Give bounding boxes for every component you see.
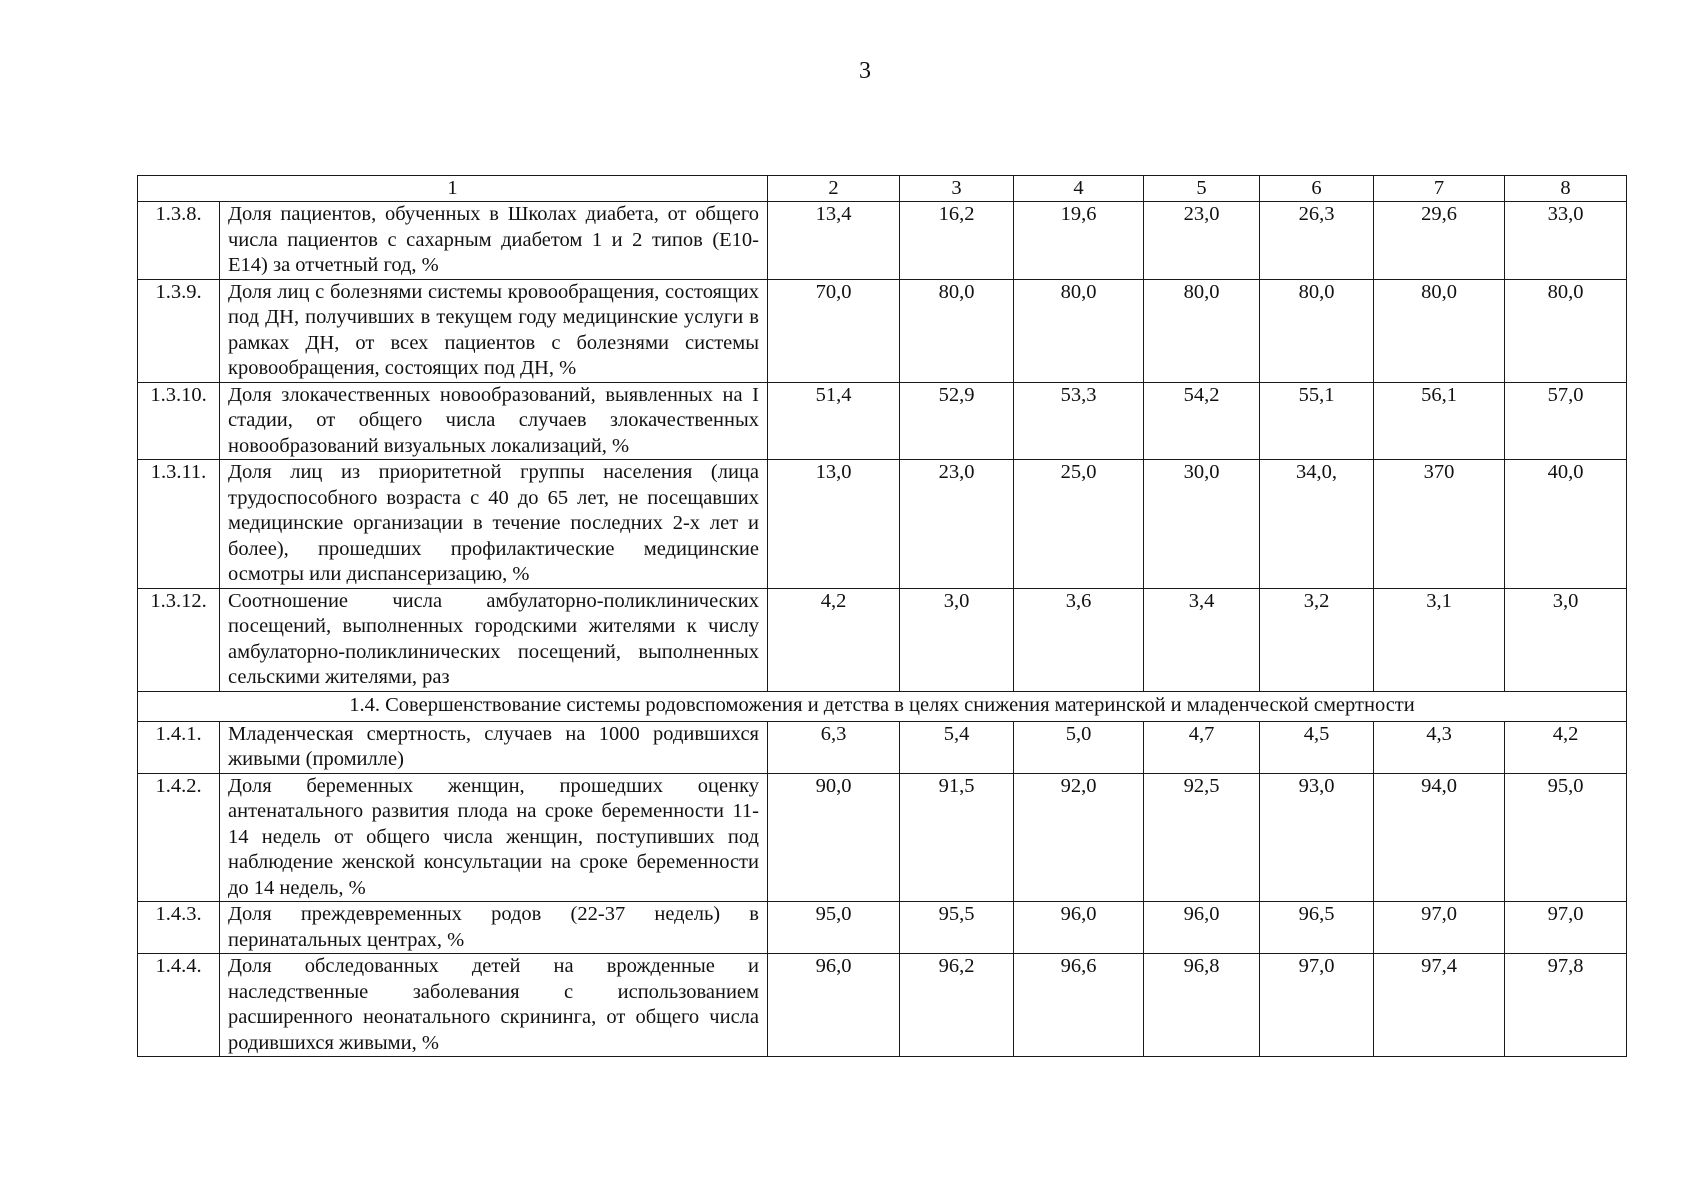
header-row [138,176,1627,202]
row-number: 1.4.4. [138,954,220,1057]
indicator-value: 29,6 [1374,202,1505,280]
column-header: 3 [900,176,1014,202]
indicator-value: 96,0 [1014,902,1144,954]
indicator-value: 96,6 [1014,954,1144,1057]
indicator-value: 97,4 [1374,954,1505,1057]
indicator-value: 3,6 [1014,588,1144,691]
table-row [138,588,1627,691]
indicator-value: 90,0 [768,773,900,902]
column-header: 2 [768,176,900,202]
row-number: 1.4.2. [138,773,220,902]
section-title: 1.4. Совершенствование системы родовспоможения и детства в целях снижения материнской и младенческой смертности [138,691,1627,721]
indicator-value: 96,0 [768,954,900,1057]
indicator-value: 4,2 [768,588,900,691]
indicator-value: 80,0 [1374,279,1505,382]
indicator-value: 4,5 [1260,721,1374,773]
indicator-value: 92,0 [1014,773,1144,902]
indicator-description: Доля преждевременных родов (22-37 недель) в перинатальных центрах, % [220,902,768,954]
table-row [138,954,1627,1057]
indicator-value: 23,0 [1144,202,1260,280]
indicator-value: 23,0 [900,460,1014,589]
indicator-value: 5,4 [900,721,1014,773]
indicator-value: 6,3 [768,721,900,773]
indicator-value: 94,0 [1374,773,1505,902]
indicator-value: 80,0 [900,279,1014,382]
indicator-value: 91,5 [900,773,1014,902]
indicator-value: 93,0 [1260,773,1374,902]
indicator-description: Доля пациентов, обученных в Школах диабета, от общего числа пациентов с сахарным диабетом 1 и 2 типов (Е10-Е14) за отчетный год, % [220,202,768,280]
indicator-value: 3,2 [1260,588,1374,691]
indicator-value: 97,0 [1505,902,1627,954]
column-header: 6 [1260,176,1374,202]
indicator-value: 95,5 [900,902,1014,954]
indicator-description: Младенческая смертность, случаев на 1000 родившихся живыми (промилле) [220,721,768,773]
indicator-value: 54,2 [1144,382,1260,460]
page-number: 3 [859,58,871,84]
indicator-value: 96,8 [1144,954,1260,1057]
table-row [138,460,1627,589]
indicator-value: 3,4 [1144,588,1260,691]
indicator-value: 34,0, [1260,460,1374,589]
indicator-value: 97,8 [1505,954,1627,1057]
indicator-value: 16,2 [900,202,1014,280]
row-number: 1.4.3. [138,902,220,954]
row-number: 1.4.1. [138,721,220,773]
indicator-value: 97,0 [1374,902,1505,954]
table-row [138,202,1627,280]
indicator-value: 57,0 [1505,382,1627,460]
indicator-value: 370 [1374,460,1505,589]
indicator-description: Доля лиц с болезнями системы кровообращения, состоящих под ДН, получивших в текущем году медицинские услуги в рамках ДН, от всех пациентов с болезнями системы кровообращения, состоящих под ДН, % [220,279,768,382]
row-number: 1.3.9. [138,279,220,382]
column-header: 7 [1374,176,1505,202]
indicator-value: 40,0 [1505,460,1627,589]
indicator-value: 97,0 [1260,954,1374,1057]
indicator-value: 80,0 [1505,279,1627,382]
indicator-description: Доля беременных женщин, прошедших оценку антенатального развития плода на сроке беременности 11-14 недель от общего числа женщин, поступивших под наблюдение женской консультации на сроке беременности до 14 недель, % [220,773,768,902]
indicator-value: 53,3 [1014,382,1144,460]
indicator-value: 96,0 [1144,902,1260,954]
indicator-value: 52,9 [900,382,1014,460]
indicator-value: 3,0 [900,588,1014,691]
column-header: 1 [138,176,768,202]
indicator-value: 26,3 [1260,202,1374,280]
indicator-value: 80,0 [1260,279,1374,382]
indicator-value: 92,5 [1144,773,1260,902]
indicator-value: 80,0 [1144,279,1260,382]
indicator-value: 80,0 [1014,279,1144,382]
indicator-value: 56,1 [1374,382,1505,460]
column-header: 8 [1505,176,1627,202]
table-row [138,773,1627,902]
indicator-description: Доля злокачественных новообразований, выявленных на I стадии, от общего числа случаев злокачественных новообразований визуальных локализаций, % [220,382,768,460]
row-number: 1.3.11. [138,460,220,589]
indicator-value: 96,2 [900,954,1014,1057]
column-header: 4 [1014,176,1144,202]
indicator-value: 70,0 [768,279,900,382]
indicator-value: 95,0 [768,902,900,954]
table-row [138,721,1627,773]
indicator-value: 95,0 [1505,773,1627,902]
indicator-value: 13,0 [768,460,900,589]
indicator-value: 3,0 [1505,588,1627,691]
indicator-value: 51,4 [768,382,900,460]
row-number: 1.3.12. [138,588,220,691]
indicator-value: 33,0 [1505,202,1627,280]
indicator-value: 25,0 [1014,460,1144,589]
table-row [138,279,1627,382]
table-row [138,902,1627,954]
indicator-description: Доля лиц из приоритетной группы населения (лица трудоспособного возраста с 40 до 65 лет, не посещавших медицинские организации в течение последних 2-х лет и более), прошедших профилактические медицинские осмотры или диспансеризацию, % [220,460,768,589]
indicator-value: 5,0 [1014,721,1144,773]
indicator-value: 96,5 [1260,902,1374,954]
indicator-value: 4,7 [1144,721,1260,773]
indicator-value: 3,1 [1374,588,1505,691]
section-row [138,691,1627,721]
indicator-value: 4,3 [1374,721,1505,773]
indicator-description: Соотношение числа амбулаторно-поликлинических посещений, выполненных городскими жителями к числу амбулаторно-поликлинических посещений, выполненных сельскими жителями, раз [220,588,768,691]
indicator-value: 55,1 [1260,382,1374,460]
table-row [138,382,1627,460]
row-number: 1.3.8. [138,202,220,280]
indicator-value: 13,4 [768,202,900,280]
row-number: 1.3.10. [138,382,220,460]
column-header: 5 [1144,176,1260,202]
indicators-table [137,175,1627,1057]
indicator-value: 4,2 [1505,721,1627,773]
indicator-value: 30,0 [1144,460,1260,589]
indicator-description: Доля обследованных детей на врожденные и наследственные заболевания с использованием расширенного неонатального скрининга, от общего числа родившихся живыми, % [220,954,768,1057]
indicator-value: 19,6 [1014,202,1144,280]
